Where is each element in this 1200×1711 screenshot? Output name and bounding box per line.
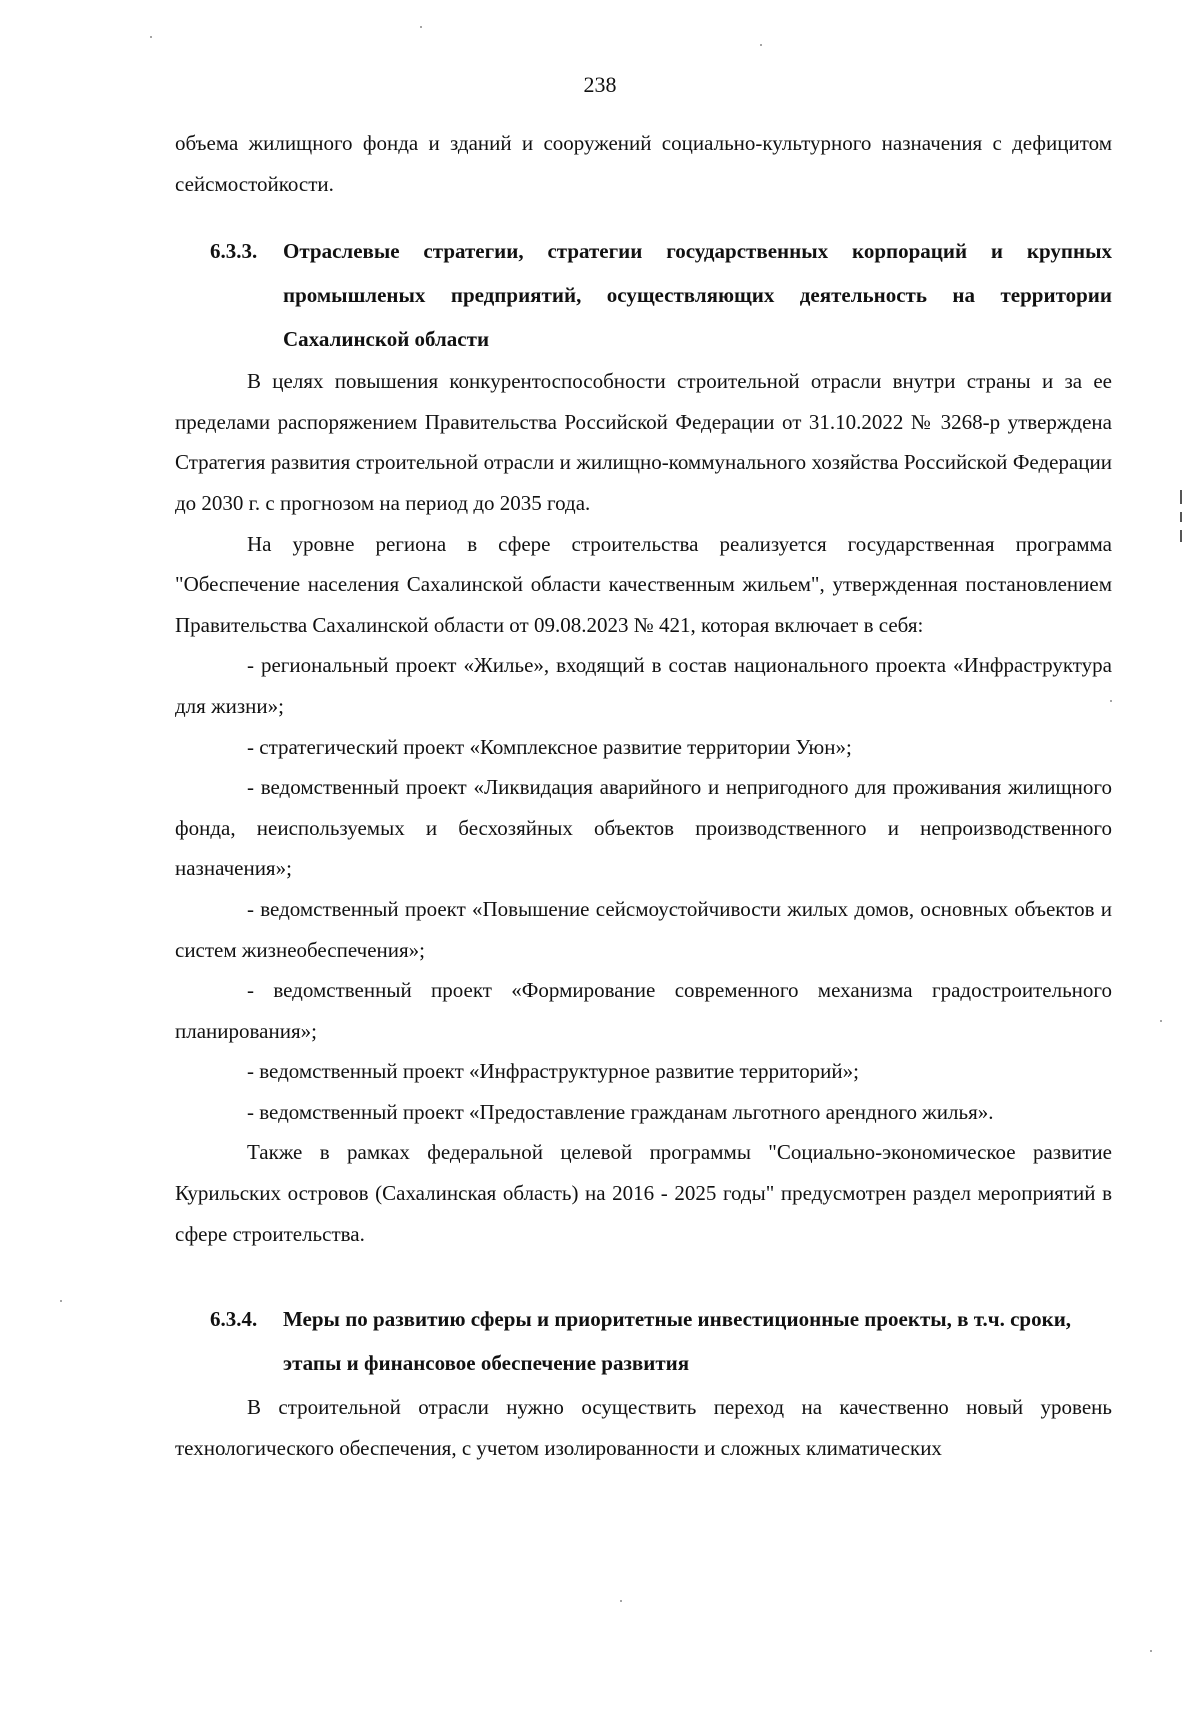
list-item: - ведомственный проект «Инфраструктурное развитие территорий»; [247, 1059, 859, 1084]
paragraph-strategy: В целях повышения конкурентоспособности строительной отрасли внутри страны и за ее пределами распоряжением Правительства Российской Федерации от 31.10.2022 № 3268-р утверждена Стратегия развития строительной отрасли и жилищно-коммунального хозяйства Российской Федерации до 2030 г. с прогнозом на период до 2035 года. [175, 369, 1112, 515]
section-title: Меры по развитию сферы и приоритетные инвестиционные проекты, в т.ч. сроки, этапы и финансовое обеспечение развития [283, 1307, 1072, 1376]
list-item: - региональный проект «Жилье», входящий в состав национального проекта «Инфраструктура для жизни»; [175, 653, 1112, 718]
scan-speck [420, 26, 422, 28]
list-item: - ведомственный проект «Формирование современного механизма градостроительного планирования»; [175, 978, 1112, 1043]
page-body [175, 123, 1112, 1468]
scan-speck [1110, 700, 1112, 702]
section-heading-6-3-4 [175, 1297, 1112, 1385]
continuation-paragraph: объема жилищного фонда и зданий и сооружений социально-культурного назначения с дефицитом сейсмостойкости. [175, 131, 1112, 196]
list-item: - ведомственный проект «Предоставление гражданам льготного арендного жилья». [247, 1099, 994, 1124]
paragraph-federal-program: Также в рамках федеральной целевой программы "Социально-экономическое развитие Курильских островов (Сахалинская область) на 2016 - 2025 годы" предусмотрен раздел мероприятий в сфере строительства. [175, 1140, 1112, 1246]
scan-speck [150, 36, 152, 38]
paragraph-state-program: На уровне региона в сфере строительства реализуется государственная программа "Обеспечение населения Сахалинской области качественным жильем", утвержденная постановлением Правительства Сахалинской области от 09.08.2023 № 421, которая включает в себя: [175, 531, 1112, 637]
list-item: - стратегический проект «Комплексное развитие территории Уюн»; [247, 734, 852, 759]
section-number: 6.3.4. [210, 1307, 258, 1332]
scan-speck [620, 1600, 622, 1602]
section-number: 6.3.3. [210, 239, 258, 264]
scan-artifact [1180, 530, 1182, 542]
scan-speck [1160, 1020, 1162, 1022]
paragraph-construction-transition: В строительной отрасли нужно осуществить переход на качественно новый уровень технологического обеспечения, с учетом изолированности и сложных климатических [175, 1395, 1112, 1460]
page-number: 238 [583, 72, 617, 97]
list-item: - ведомственный проект «Ликвидация аварийного и непригодного для проживания жилищного фонда, неиспользуемых и бесхозяйных объектов производственного и непроизводственного назначения»; [175, 775, 1112, 881]
scan-artifact [1180, 512, 1182, 522]
scan-speck [760, 44, 762, 46]
section-heading-6-3-3 [175, 229, 1112, 361]
scan-speck [60, 1300, 62, 1302]
scan-artifact [1180, 490, 1182, 504]
scan-speck [1150, 1650, 1152, 1652]
list-item: - ведомственный проект «Повышение сейсмоустойчивости жилых домов, основных объектов и систем жизнеобеспечения»; [175, 896, 1112, 962]
section-title: Отраслевые стратегии, стратегии государственных корпораций и крупных промышленых предприятий, осуществляющих деятельность на территории Сахалинской области [283, 239, 1112, 352]
